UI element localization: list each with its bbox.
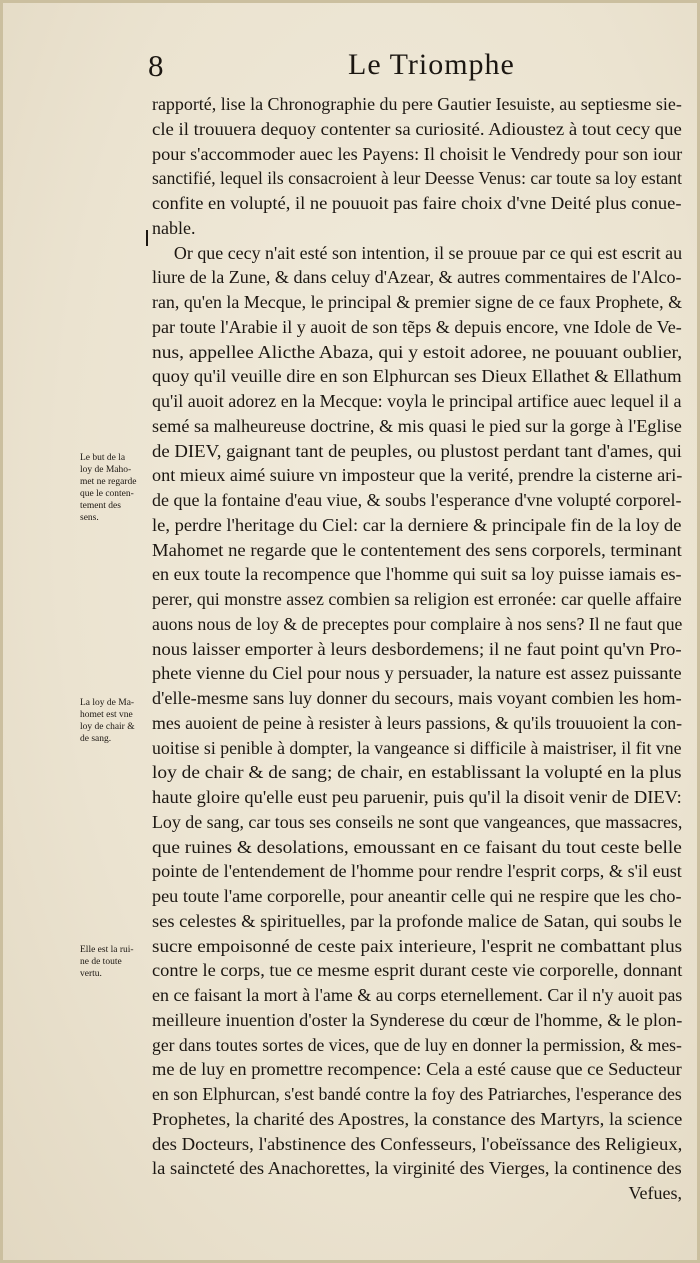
text-line: d'elle-mesme sans luy donner du secours, mais voyant combien les hom- [152,688,682,708]
page-header [0,48,700,88]
margin-note-line: loy de Maho- [80,465,132,475]
text-line: pointe de l'entendement de l'homme pour rendre l'esprit corps, & s'il eust [152,861,682,882]
text-line: quoy qu'il veuille dire en son Elphurcan ses Dieux Ellathet & Ellathum [152,366,682,387]
text-line: loy de chair & de sang; de chair, en establissant la volupté en la plus [152,762,682,783]
margin-note [80,452,154,524]
text-line: cle il trouuera dequoy contenter sa curiosité. Adioustez à tout cecy que [152,118,682,139]
text-line: ont mieux aimé suiure vn imposteur que la verité, prendre la cisterne ari- [152,465,683,486]
text-line: en son Elphurcan, s'est bandé contre la foy des Patriarches, l'esperance des [152,1084,682,1104]
margin-note-line: que le conten- [80,489,134,499]
text-line: mes auoient de peine à resister à leurs passions, & qu'ils trouuoient la con- [152,712,683,733]
text-line: semé sa malheureuse doctrine, & mis quasi le pied sur la gorge à l'Eglise [152,415,682,436]
margin-note-line: de sang. [80,734,112,744]
text-line: des Docteurs, l'abstinence des Confesseurs, l'obeïssance des Religieux, [152,1133,683,1154]
margin-note-line: sens. [80,513,99,523]
text-line: que ruines & desolations, emoussant en ce faisant du tout ceste belle [152,836,682,857]
text-line: Mahomet ne regarde que le contentement des sens corporels, terminant [152,539,682,560]
text-line: qu'il auoit adorez en la Mecque: voyla le principal artifice auec lequel il a [152,391,682,411]
margin-note-line: loy de chair & [80,722,135,732]
text-line: contre le corps, tue ce mesme esprit durant ceste vie corporelle, donnant [152,960,683,981]
text-line: Prophetes, la charité des Apostres, la constance des Martyrs, la science [152,1108,683,1129]
text-line: uoitise si penible à dompter, la vangeance si difficile à maistriser, il fit vne [152,737,682,758]
margin-note-line: met ne regarde [80,477,137,487]
margin-note-line: ne de toute [80,957,122,967]
running-title: Le Triomphe [348,48,515,81]
text-line: ran, qu'en la Mecque, le principal & premier signe de ce faux Prophete, & [152,292,683,312]
text-line: de DIEV, gaignant tant de peuples, ou plustost perdant tant d'ames, qui [152,440,682,461]
text-line: meilleure inuention d'oster la Synderese du cœur de l'homme, & le plon- [152,1009,683,1030]
text-line: en ce faisant la mort à l'ame & au corps eternellement. Car il n'y auoit pas [152,985,683,1005]
text-line: haute gloire qu'elle eust peu paruenir, puis qu'il la disoit venir de DIEV: [152,787,682,807]
text-line: pour s'accommoder auec les Payens: Il choisit le Vendredy pour son iour [152,143,683,164]
text-line: le, perdre l'heritage du Ciel: car la derniere & principale fin de la loy de [152,514,682,535]
text-line: de que la fontaine d'eau viue, & soubs l'esperance d'vne volupté corporel- [152,490,682,510]
text-line: perer, qui monstre assez combien sa religion est erronée: car quelle affaire [152,589,682,609]
body-text [152,92,682,1206]
text-line: sanctifié, lequel ils consacroient à leur Deesse Venus: car toute sa loy estant [152,168,682,189]
margin-note-line: Elle est la rui- [80,945,134,955]
text-line: confite en volupté, il ne pouuoit pas faire choix d'vne Deité plus conue- [152,193,682,213]
margin-note [80,944,154,980]
text-line: phete vienne du Ciel pour nous y persuader, la nature est assez puissante [152,663,682,684]
paragraph-mark [146,230,148,246]
text-line: liure de la Zune, & dans celuy d'Azear, & autres commentaires de l'Alco- [152,267,682,288]
text-line: Or que cecy n'ait esté son intention, il se prouue par ce qui est escrit au [173,242,683,263]
text-line: par toute l'Arabie il y auoit de son tẽps & depuis encore, vne Idole de Ve- [152,316,682,337]
page-number: 8 [148,48,164,83]
text-line: la saincteté des Anachorettes, la virginité des Vierges, la continence des [152,1158,682,1179]
text-line: Loy de sang, car tous ses conseils ne sont que vangeances, que massacres, [152,811,683,832]
text-line: peu toute l'ame corporelle, pour aneantir celle qui ne respire que les cho- [152,886,682,906]
margin-note-line: tement des [80,501,121,511]
margin-note-line: homet est vne [80,710,133,720]
text-line: nous laisser emporter à leurs desbordemens; il ne faut point qu'vn Pro- [152,638,682,659]
margin-note-line: La loy de Ma- [80,698,135,708]
text-line: me de luy en promettre recompence: Cela a esté cause que ce Seducteur [152,1059,682,1080]
margin-note-line: Le but de la [80,453,126,463]
text-line: sucre empoisonné de ceste paix interieure, l'esprit ne combattant plus [152,935,683,956]
text-line: auons nous de loy & de preceptes pour complaire à nos sens? Il ne faut que [152,613,683,634]
text-line: en eux toute la recompence que l'homme qui suit sa loy puisse iamais es- [152,564,682,585]
margin-note-line: vertu. [80,969,102,979]
text-line: ger dans toutes sortes de vices, que de luy en donner la permission, & mes- [152,1034,682,1055]
text-line: nable. [152,217,196,238]
text-line: nus, appellee Alicthe Abaza, qui y estoit adoree, ne pouuant oublier, [152,341,683,362]
text-line: Vefues, [628,1183,682,1203]
text-line: rapporté, lise la Chronographie du pere Gautier Iesuiste, au septiesme sie- [152,94,682,114]
margin-note [80,697,154,745]
text-line: ses celestes & spirituelles, par la profonde malice de Satan, qui soubs le [152,910,682,931]
